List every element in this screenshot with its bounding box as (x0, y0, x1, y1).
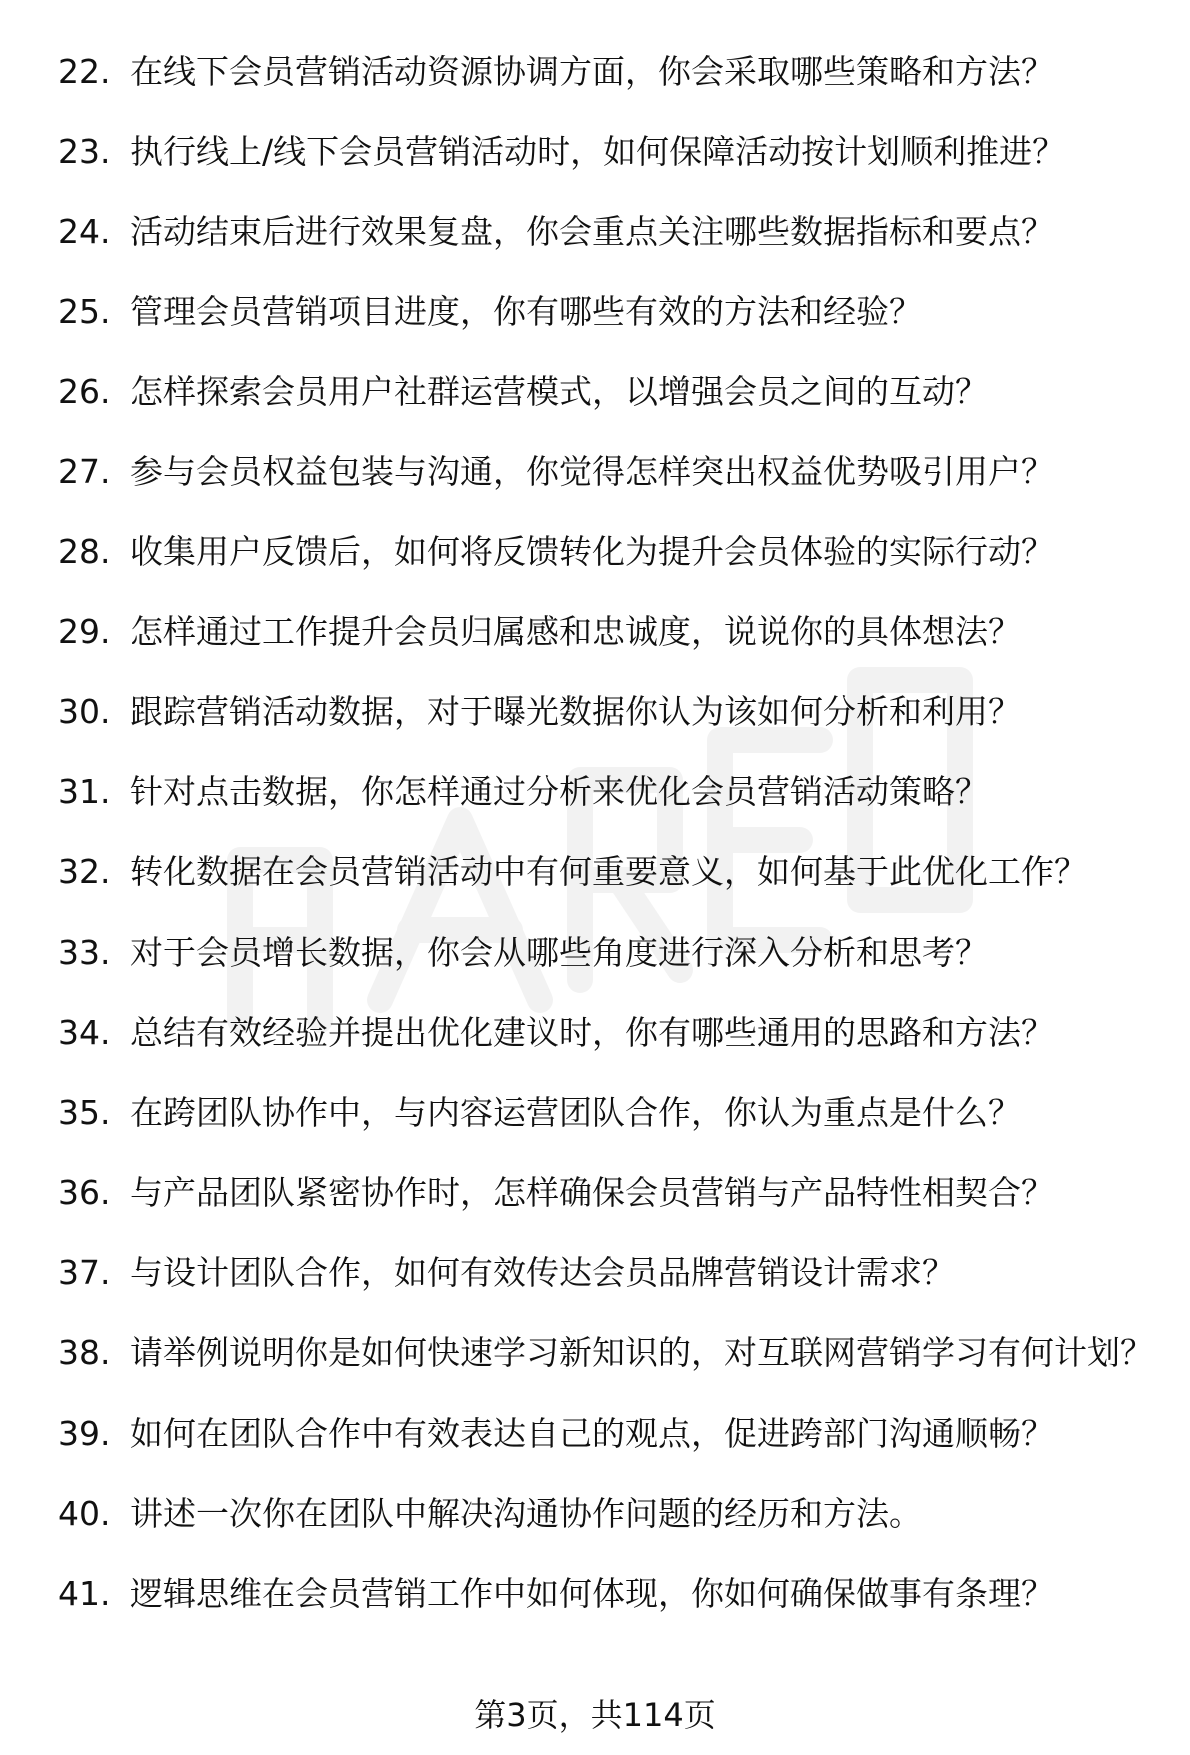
question-number: 32. (58, 852, 111, 891)
question-text: 逻辑思维在会员营销工作中如何体现，你如何确保做事有条理？ (130, 1574, 1054, 1613)
question-text: 对于会员增长数据，你会从哪些角度进行深入分析和思考？ (130, 933, 988, 972)
question-item (58, 850, 1158, 894)
question-item (58, 610, 1158, 654)
question-number: 23. (58, 132, 111, 171)
question-number: 39. (58, 1414, 111, 1453)
question-number: 34. (58, 1013, 111, 1052)
question-item (58, 50, 1158, 94)
question-item (58, 130, 1158, 174)
question-text: 转化数据在会员营销活动中有何重要意义，如何基于此优化工作？ (130, 852, 1087, 891)
question-number: 33. (58, 933, 111, 972)
question-number: 24. (58, 212, 111, 251)
question-item (58, 370, 1158, 414)
question-item (58, 1091, 1158, 1135)
question-text: 针对点击数据，你怎样通过分析来优化会员营销活动策略？ (130, 772, 988, 811)
question-text: 总结有效经验并提出优化建议时，你有哪些通用的思路和方法？ (130, 1013, 1054, 1052)
question-text: 在跨团队协作中，与内容运营团队合作，你认为重点是什么？ (130, 1093, 1021, 1132)
question-text: 执行线上/线下会员营销活动时，如何保障活动按计划顺利推进？ (130, 132, 1066, 171)
question-text: 与设计团队合作，如何有效传达会员品牌营销设计需求？ (130, 1253, 955, 1292)
question-text: 请举例说明你是如何快速学习新知识的，对互联网营销学习有何计划？ (130, 1333, 1153, 1372)
question-item (58, 1171, 1158, 1215)
question-text: 怎样探索会员用户社群运营模式，以增强会员之间的互动？ (130, 372, 988, 411)
question-number: 27. (58, 452, 111, 491)
question-number: 22. (58, 52, 111, 91)
question-item (58, 931, 1158, 975)
question-text: 如何在团队合作中有效表达自己的观点，促进跨部门沟通顺畅？ (130, 1414, 1054, 1453)
question-item (58, 1011, 1158, 1055)
question-number: 26. (58, 372, 111, 411)
question-text: 在线下会员营销活动资源协调方面，你会采取哪些策略和方法？ (130, 52, 1054, 91)
question-text: 怎样通过工作提升会员归属感和忠诚度，说说你的具体想法？ (130, 612, 1021, 651)
question-list (58, 50, 1158, 1652)
question-number: 25. (58, 292, 111, 331)
question-item (58, 290, 1158, 334)
question-number: 41. (58, 1574, 111, 1613)
question-item (58, 1251, 1158, 1295)
question-item (58, 1412, 1158, 1456)
question-item (58, 530, 1158, 574)
question-number: 36. (58, 1173, 111, 1212)
question-item (58, 1572, 1158, 1616)
question-text: 参与会员权益包装与沟通，你觉得怎样突出权益优势吸引用户？ (130, 452, 1054, 491)
page-footer (0, 1695, 1190, 1735)
question-item (58, 450, 1158, 494)
question-number: 30. (58, 692, 111, 731)
question-text: 管理会员营销项目进度，你有哪些有效的方法和经验？ (130, 292, 922, 331)
question-item (58, 690, 1158, 734)
question-number: 31. (58, 772, 111, 811)
question-number: 35. (58, 1093, 111, 1132)
page-number-label: 第3页，共114页 (474, 1696, 716, 1734)
question-number: 37. (58, 1253, 111, 1292)
question-text: 活动结束后进行效果复盘，你会重点关注哪些数据指标和要点？ (130, 212, 1054, 251)
question-text: 讲述一次你在团队中解决沟通协作问题的经历和方法。 (130, 1494, 922, 1533)
question-text: 跟踪营销活动数据，对于曝光数据你认为该如何分析和利用？ (130, 692, 1021, 731)
question-number: 38. (58, 1333, 111, 1372)
question-number: 29. (58, 612, 111, 651)
question-item (58, 1331, 1158, 1375)
question-item (58, 770, 1158, 814)
question-item (58, 210, 1158, 254)
question-item (58, 1492, 1158, 1536)
question-number: 28. (58, 532, 111, 571)
question-text: 收集用户反馈后，如何将反馈转化为提升会员体验的实际行动？ (130, 532, 1054, 571)
question-number: 40. (58, 1494, 111, 1533)
question-text: 与产品团队紧密协作时，怎样确保会员营销与产品特性相契合？ (130, 1173, 1054, 1212)
